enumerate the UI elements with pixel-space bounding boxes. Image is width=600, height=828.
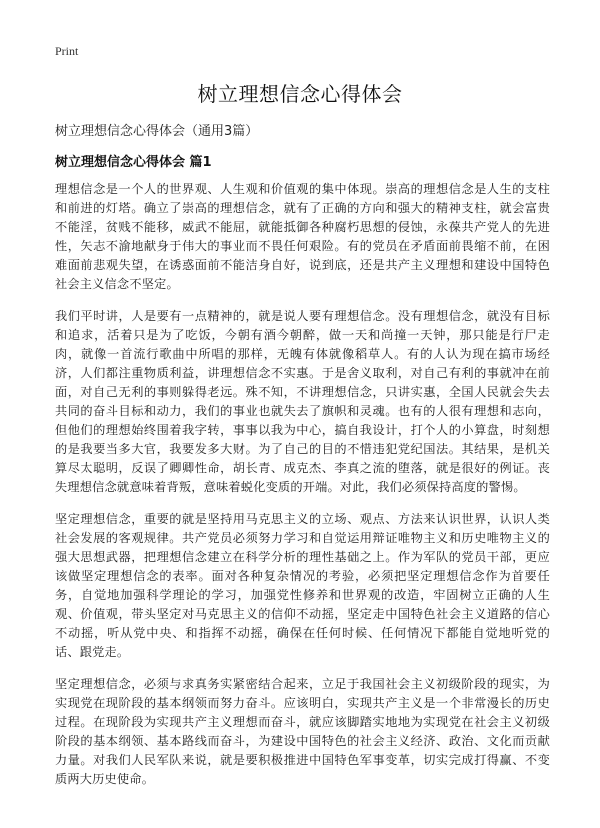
section-heading: 树立理想信念心得体会 篇1 [55, 155, 212, 170]
paragraph: 坚定理想信念，重要的就是坚持用马克思主义的立场、观点、方法来认识世界，认识人类社会发展的客观规律。共产党员必须努力学习和自觉运用辩证唯物主义和历史唯物主义的强大思想武器，把理想信念建立在科学分析的理性基础之上。作为军队的党员干部，更应该做坚定理想信念的表率。面对各种复杂情况的考验，必须把坚定理想信念作为首要任务，自觉地加强科学理论的学习，加强党性修养和世界观的改造，牢固树立正确的人生观、价值观，带头坚定对马克思主义的信仰不动摇，坚定走中国特色社会主义道路的信心不动摇，听从党中央、和指挥不动摇，确保在任何时候、任何情况下都能自觉地听党的话、跟党走。 [55, 512, 550, 659]
print-link[interactable]: Print [55, 44, 79, 58]
document-subtitle: 树立理想信念心得体会（通用3篇） [55, 124, 259, 139]
article-body [55, 180, 550, 802]
paragraph: 我们平时讲，人是要有一点精神的，就是说人要有理想信念。没有理想信念，就没有目标和追求，活着只是为了吃饭，今朝有酒今朝醉，做一天和尚撞一天钟，那只能是行尸走肉，就像一首流行歌曲中所唱的那样，无魄有体就像稻草人。有的人认为现在搞市场经济，人们都注重物质利益，讲理想信念不实惠。于是舍义取利，对自己有利的事就冲在前面，对自己无利的事则躲得老远。殊不知，不讲理想信念，只讲实惠，全国人民就会失去共同的奋斗目标和动力，我们的事业也就失去了旗帜和灵魂。也有的人很有理想和志向，但他们的理想始终围着我字转，事事以我为中心，搞自我设计，打个人的小算盘，时刻想的是我要当多大官，我要发多大财。为了自己的目的不惜违犯党纪国法。其结果，是机关算尽太聪明，反误了卿卿性命，胡长青、成克杰、李真之流的堕落，就是很好的例证。丧失理想信念就意味着背叛，意味着蜕化变质的开端。对此，我们必须保持高度的警惕。 [55, 309, 550, 494]
paragraph: 坚定理想信念，必须与求真务实紧密结合起来，立足于我国社会主义初级阶段的现实，为实现党在现阶段的基本纲领而努力奋斗。应该明白，实现共产主义是一个非常漫长的历史过程。在现阶段为实现共产主义理想而奋斗，就应该脚踏实地地为实现党在社会主义初级阶段的基本纲领、基本路线而奋斗，为建设中国特色的社会主义经济、政治、文化而贡献力量。对我们人民军队来说，就是要积极推进中国特色军事变革，切实完成打得赢、不变质两大历史使命。 [55, 677, 550, 786]
paragraph: 理想信念是一个人的世界观、人生观和价值观的集中体现。崇高的理想信念是人生的支柱和前进的灯塔。确立了崇高的理想信念，就有了正确的方向和强大的精神支柱，就会富贵不能淫，贫贱不能移，威武不能屈，就能抵御各种腐朽思想的侵蚀，永葆共产党人的先进性，矢志不渝地献身于伟大的事业而不畏任何艰险。有的党员在矛盾面前畏缩不前，在困难面前悲观失望，在诱惑面前不能洁身自好，说到底，还是共产主义理想和建设中国特色社会主义信念不坚定。 [55, 182, 550, 291]
page-title: 树立理想信念心得体会 [197, 82, 403, 106]
